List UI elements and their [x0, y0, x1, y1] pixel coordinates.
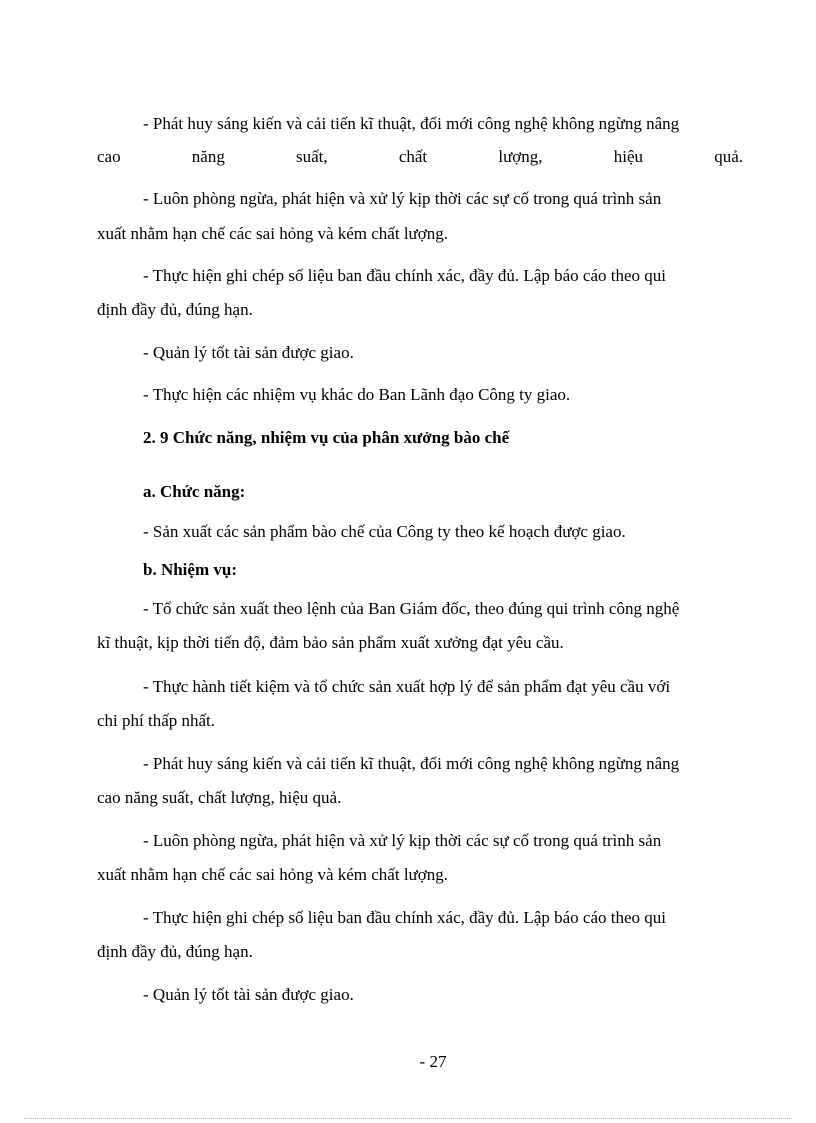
word: quả. — [714, 147, 743, 166]
duty-line: xuất nhằm hạn chế các sai hỏng và kém chất lượng. — [97, 865, 448, 884]
duty-heading: b. Nhiệm vụ: — [143, 560, 237, 579]
paragraph-line: - Quản lý tốt tài sản được giao. — [143, 343, 354, 362]
page-bottom-divider — [24, 1118, 792, 1119]
justified-paragraph-line — [97, 147, 743, 167]
duty-line: định đầy đủ, đúng hạn. — [97, 942, 253, 961]
word: chất — [398, 147, 428, 166]
duty-line: - Quản lý tốt tài sản được giao. — [143, 985, 354, 1004]
duty-line: - Thực hiện ghi chép số liệu ban đầu chính xác, đầy đủ. Lập báo cáo theo qui — [143, 908, 666, 927]
function-heading: a. Chức năng: — [143, 482, 246, 501]
duty-line: - Phát huy sáng kiến và cải tiến kĩ thuật, đổi mới công nghệ không ngừng nâng — [143, 754, 680, 773]
section-heading: 2. 9 Chức năng, nhiệm vụ của phân xưởng bào chế — [143, 428, 510, 447]
word: lượng, — [498, 147, 543, 166]
duty-line: - Luôn phòng ngừa, phát hiện và xử lý kịp thời các sự cố trong quá trình sản — [143, 831, 662, 850]
duty-line: - Thực hành tiết kiệm và tổ chức sản xuất hợp lý để sản phẩm đạt yêu cầu với — [143, 677, 671, 696]
paragraph-line: - Thực hiện ghi chép số liệu ban đầu chính xác, đầy đủ. Lập báo cáo theo qui — [143, 266, 666, 285]
word: năng — [191, 147, 225, 166]
function-text: - Sản xuất các sản phẩm bào chế của Công ty theo kế hoạch được giao. — [143, 522, 626, 541]
duty-line: cao năng suất, chất lượng, hiệu quả. — [97, 788, 342, 807]
paragraph-line: xuất nhằm hạn chế các sai hỏng và kém chất lượng. — [97, 224, 448, 243]
duty-line: - Tổ chức sản xuất theo lệnh của Ban Giám đốc, theo đúng qui trình công nghệ — [143, 599, 680, 618]
paragraph-line: - Phát huy sáng kiến và cải tiến kĩ thuật, đổi mới công nghệ không ngừng nâng — [143, 114, 680, 133]
paragraph-line: - Thực hiện các nhiệm vụ khác do Ban Lãnh đạo Công ty giao. — [143, 385, 571, 404]
word: hiệu — [613, 147, 644, 166]
word: suất, — [296, 147, 328, 166]
paragraph-line: định đầy đủ, đúng hạn. — [97, 300, 253, 319]
duty-line: chi phí thấp nhất. — [97, 711, 216, 730]
page-number: - 27 — [419, 1052, 447, 1071]
duty-line: kĩ thuật, kịp thời tiến độ, đảm bảo sản phẩm xuất xưởng đạt yêu cầu. — [97, 633, 564, 652]
word: cao — [97, 147, 121, 166]
paragraph-line: - Luôn phòng ngừa, phát hiện và xử lý kịp thời các sự cố trong quá trình sản — [143, 189, 662, 208]
